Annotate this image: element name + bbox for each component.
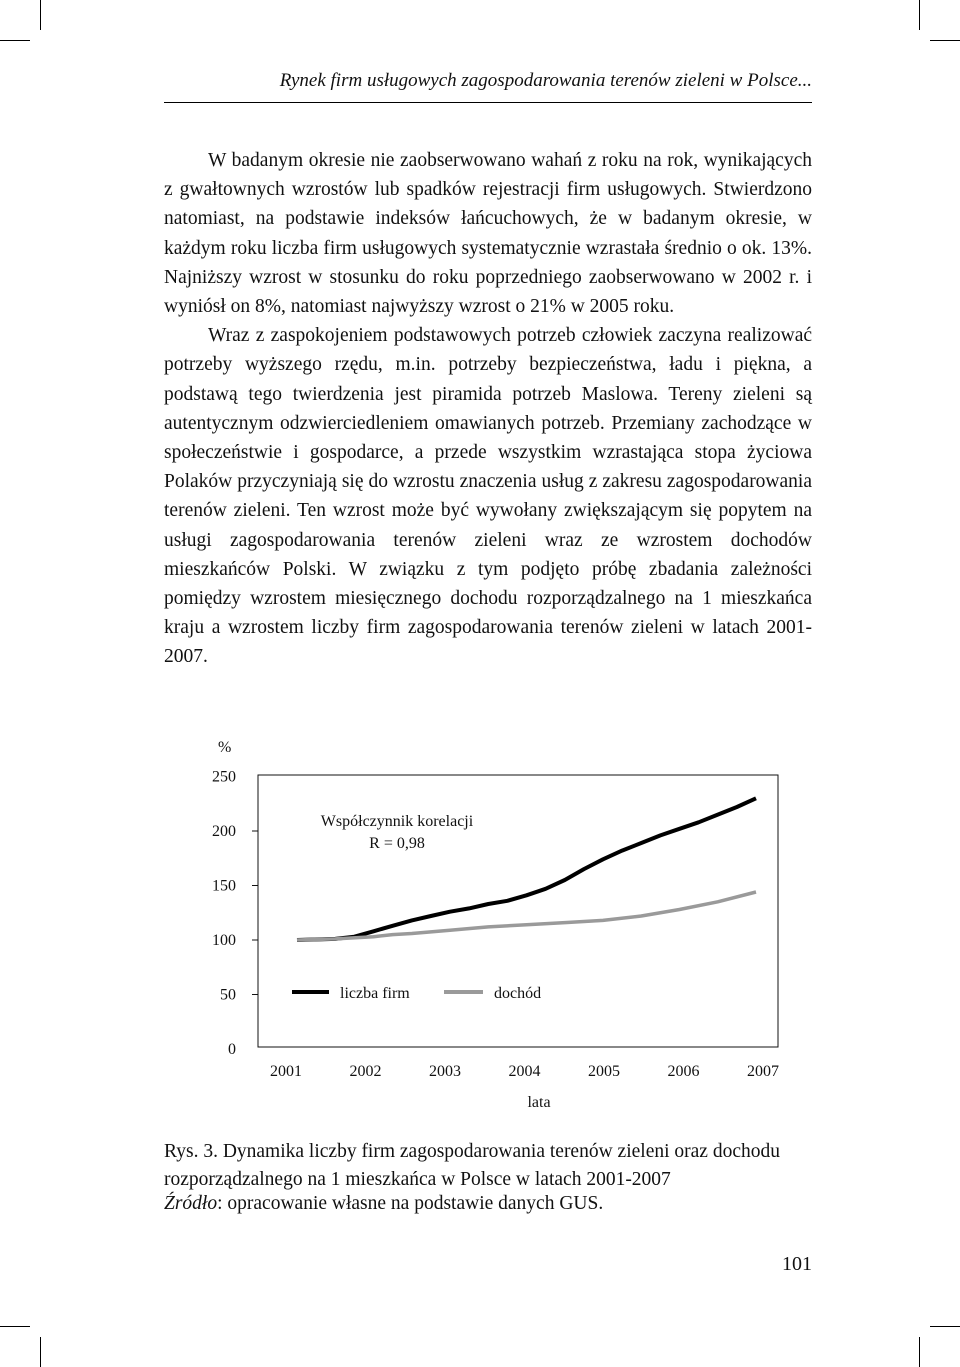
x-tick-label: 2001 [270,1063,302,1080]
x-tick-label: 2006 [667,1063,700,1080]
annotation-line-1: Współczynnik korelacji [320,813,474,830]
figure-caption [164,1138,812,1194]
x-tick-label: 2003 [429,1063,461,1080]
running-header: Rynek firm usługowych zagospodarowania terenów zieleni w Polsce... [279,70,812,91]
caption-text: Rys. 3. Dynamika liczby firm zagospodarowania terenów zieleni oraz dochodu rozporządzalnego na 1 mieszkańca w Polsce w latach 2001-2007 [164,1141,780,1190]
x-tick-label: 2002 [349,1063,382,1080]
x-tick-label: 2004 [508,1063,541,1080]
paragraph: W badanym okresie nie zaobserwowano wahań z roku na rok, wynikających z gwałtownych wzrostów lub spadków rejestracji firm usługowych. Stwierdzono natomiast, na podstawie indeksów łańcuchowych, że w badanym okresie, w każdym roku liczba firm usługowych systematycznie wzrastała średnio o ok. 13%. Najniższy wzrost w stosunku do roku poprzedniego zaobserwowano w 2002 r. i wyniósł on 8%, natomiast najwyższy wzrost o 21% w 2005 roku. [164,150,812,318]
paragraph: Wraz z zaspokojeniem podstawowych potrzeb człowiek zaczyna realizować potrzeby wyższego rzędu, m.in. potrzeby bezpieczeństwa, ładu i piękna, a podstawą tego twierdzenia jest piramida potrzeb Maslowa. Tereny zieleni są autentycznym odzwierciedleniem omawianych potrzeb. Przemiany zachodzące w społeczeństwie i gospodarce, a przede wszystkim wzrastająca stopa życiowa Polaków przyczyniają się do wzrostu znaczenia usług z zakresu zagospodarowania terenów zieleni. Ten wzrost może być wywołany zwiększającym się popytem na usługi zagospodarowania terenów zieleni wraz ze wzrostem dochodów mieszkańców Polski. W związku z tym podjęto próbę zbadania zależności pomiędzy wzrostem miesięcznego dochodu rozporządzalnego na 1 mieszkańca kraju a wzrostem liczby firm zagospodarowania terenów zieleni w latach 2001-2007. [164,325,812,668]
y-tick-label: 250 [212,768,236,786]
crop-mark [930,40,960,41]
crop-mark [930,1326,960,1327]
legend-label-dochod: dochód [494,985,542,1002]
source-label: Źródło [164,1193,218,1214]
line-chart [0,720,960,1130]
body-text [164,146,812,672]
crop-mark [919,1337,920,1367]
crop-mark [40,1337,41,1367]
crop-mark [0,1326,30,1327]
y-axis-label: % [218,739,232,756]
x-axis-label: lata [527,1094,551,1111]
y-tick-label: 150 [212,877,236,895]
y-tick-label: 100 [212,932,236,949]
y-tick-label: 50 [220,986,236,1004]
x-tick-label: 2007 [747,1063,779,1080]
legend-label-liczba-firm: liczba firm [340,985,410,1002]
figure-source [164,1193,812,1215]
crop-mark [919,0,920,30]
y-axis [212,769,258,1059]
header-rule [164,102,812,103]
annotation-line-2: R = 0,98 [369,835,425,852]
x-axis [270,1063,779,1080]
crop-mark [40,0,41,30]
page-number: 101 [782,1253,812,1275]
y-tick-label: 200 [212,823,236,840]
x-tick-label: 2005 [588,1063,620,1080]
y-tick-label: 0 [228,1041,236,1058]
crop-mark [0,40,30,41]
source-text: : opracowanie własne na podstawie danych GUS. [217,1193,604,1214]
